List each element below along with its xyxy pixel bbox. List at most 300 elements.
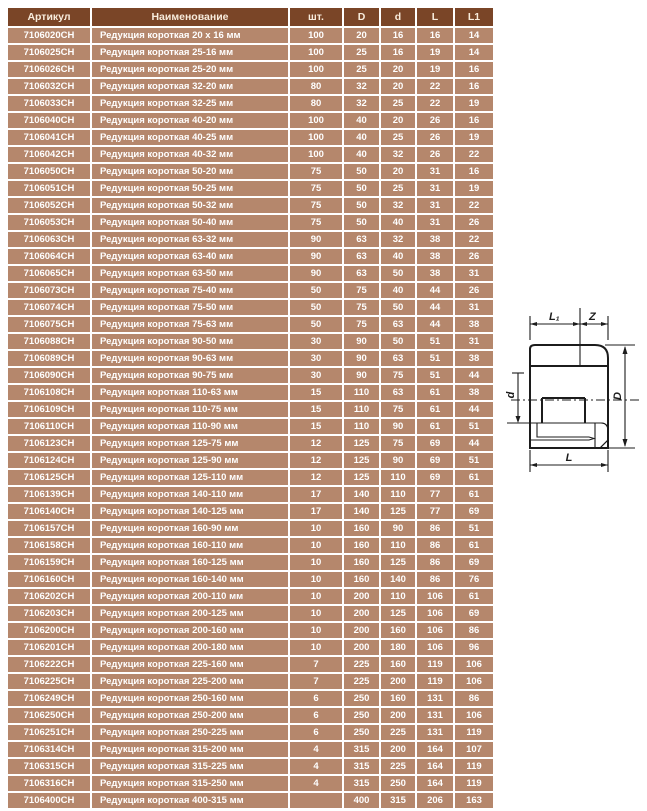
cell-D: 40 xyxy=(344,113,379,128)
cell-L: 106 xyxy=(417,623,453,638)
cell-article: 7106065CH xyxy=(8,266,90,281)
header-row xyxy=(8,8,493,26)
cell-L: 61 xyxy=(417,419,453,434)
label-d-big: D xyxy=(612,392,624,400)
cell-d: 315 xyxy=(381,793,415,808)
cell-qty: 30 xyxy=(290,334,342,349)
cell-L1: 31 xyxy=(455,266,493,281)
cell-qty: 80 xyxy=(290,96,342,111)
cell-D: 110 xyxy=(344,419,379,434)
cell-qty: 6 xyxy=(290,725,342,740)
cell-name: Редукция короткая 90-75 мм xyxy=(92,368,288,383)
cell-D: 125 xyxy=(344,453,379,468)
cell-name: Редукция короткая 32-25 мм xyxy=(92,96,288,111)
dim-d-small xyxy=(505,373,537,423)
cell-qty: 100 xyxy=(290,113,342,128)
cell-d: 25 xyxy=(381,130,415,145)
cell-d: 200 xyxy=(381,742,415,757)
table-row xyxy=(8,368,493,383)
cell-article: 7106200CH xyxy=(8,623,90,638)
cell-L: 44 xyxy=(417,283,453,298)
cell-L1: 19 xyxy=(455,96,493,111)
cell-L: 164 xyxy=(417,776,453,791)
cell-d: 20 xyxy=(381,113,415,128)
col-header-d: d xyxy=(381,8,415,26)
cell-name: Редукция короткая 225-160 мм xyxy=(92,657,288,672)
cell-L1: 31 xyxy=(455,300,493,315)
cell-d: 160 xyxy=(381,623,415,638)
cell-article: 7106158CH xyxy=(8,538,90,553)
table-row xyxy=(8,657,493,672)
cell-L: 38 xyxy=(417,249,453,264)
cell-D: 315 xyxy=(344,776,379,791)
cell-d: 160 xyxy=(381,657,415,672)
cell-d: 16 xyxy=(381,45,415,60)
table-row xyxy=(8,725,493,740)
cell-qty: 15 xyxy=(290,419,342,434)
cell-d: 40 xyxy=(381,283,415,298)
cell-article: 7106314CH xyxy=(8,742,90,757)
cell-article: 7106249CH xyxy=(8,691,90,706)
cell-d: 250 xyxy=(381,776,415,791)
cell-name: Редукция короткая 315-200 мм xyxy=(92,742,288,757)
table-body xyxy=(8,28,493,808)
cell-d: 75 xyxy=(381,436,415,451)
cell-qty: 75 xyxy=(290,215,342,230)
label-z: Z xyxy=(589,311,596,323)
cell-D: 225 xyxy=(344,674,379,689)
cell-L: 22 xyxy=(417,79,453,94)
cell-article: 7106073CH xyxy=(8,283,90,298)
cell-L1: 38 xyxy=(455,385,493,400)
cell-D: 160 xyxy=(344,538,379,553)
cell-qty: 10 xyxy=(290,572,342,587)
cell-L: 38 xyxy=(417,266,453,281)
cell-name: Редукция короткая 40-20 мм xyxy=(92,113,288,128)
cell-L1: 86 xyxy=(455,623,493,638)
cell-qty: 15 xyxy=(290,402,342,417)
cell-d: 63 xyxy=(381,385,415,400)
cell-article: 7106025CH xyxy=(8,45,90,60)
table-row xyxy=(8,691,493,706)
cell-L1: 16 xyxy=(455,113,493,128)
table-row xyxy=(8,640,493,655)
cell-L: 26 xyxy=(417,113,453,128)
cell-L1: 106 xyxy=(455,674,493,689)
col-header-name: Наименование xyxy=(92,8,288,26)
cell-name: Редукция короткая 160-125 мм xyxy=(92,555,288,570)
cell-D: 315 xyxy=(344,742,379,757)
cell-d: 75 xyxy=(381,402,415,417)
cell-article: 7106123CH xyxy=(8,436,90,451)
cell-d: 50 xyxy=(381,300,415,315)
cell-article: 7106225CH xyxy=(8,674,90,689)
cell-L1: 16 xyxy=(455,62,493,77)
cell-name: Редукция короткая 90-50 мм xyxy=(92,334,288,349)
section-hatch xyxy=(530,423,608,448)
cell-article: 7106053CH xyxy=(8,215,90,230)
cell-L1: 31 xyxy=(455,334,493,349)
cell-name: Редукция короткая 315-250 мм xyxy=(92,776,288,791)
cell-d: 90 xyxy=(381,453,415,468)
cell-name: Редукция короткая 200-125 мм xyxy=(92,606,288,621)
table-row xyxy=(8,385,493,400)
table-row xyxy=(8,521,493,536)
cell-L: 119 xyxy=(417,657,453,672)
cell-qty: 75 xyxy=(290,198,342,213)
cell-L1: 86 xyxy=(455,691,493,706)
cell-L1: 61 xyxy=(455,589,493,604)
table-row xyxy=(8,487,493,502)
cell-d: 20 xyxy=(381,164,415,179)
cell-D: 250 xyxy=(344,725,379,740)
cell-qty: 10 xyxy=(290,555,342,570)
cell-qty: 10 xyxy=(290,640,342,655)
cell-name: Редукция короткая 315-225 мм xyxy=(92,759,288,774)
cell-L: 51 xyxy=(417,368,453,383)
cell-L: 51 xyxy=(417,334,453,349)
cell-name: Редукция короткая 160-90 мм xyxy=(92,521,288,536)
cell-article: 7106140CH xyxy=(8,504,90,519)
cell-D: 32 xyxy=(344,79,379,94)
table-row xyxy=(8,470,493,485)
cell-qty: 10 xyxy=(290,538,342,553)
cell-D: 63 xyxy=(344,249,379,264)
cell-L1: 69 xyxy=(455,555,493,570)
cell-L1: 61 xyxy=(455,487,493,502)
cell-article: 7106202CH xyxy=(8,589,90,604)
cell-name: Редукция короткая 40-25 мм xyxy=(92,130,288,145)
cell-name: Редукция короткая 140-110 мм xyxy=(92,487,288,502)
table-row xyxy=(8,147,493,162)
cell-qty: 17 xyxy=(290,504,342,519)
cell-name: Редукция короткая 32-20 мм xyxy=(92,79,288,94)
cell-L1: 106 xyxy=(455,657,493,672)
cell-D: 160 xyxy=(344,521,379,536)
cell-L: 19 xyxy=(417,45,453,60)
cell-L: 44 xyxy=(417,317,453,332)
cell-L1: 22 xyxy=(455,232,493,247)
cell-D: 25 xyxy=(344,45,379,60)
cell-D: 63 xyxy=(344,266,379,281)
cell-L: 44 xyxy=(417,300,453,315)
cell-name: Редукция короткая 250-200 мм xyxy=(92,708,288,723)
cell-qty: 10 xyxy=(290,623,342,638)
cell-name: Редукция короткая 63-50 мм xyxy=(92,266,288,281)
cell-name: Редукция короткая 20 х 16 мм xyxy=(92,28,288,43)
cell-d: 125 xyxy=(381,504,415,519)
cell-L: 164 xyxy=(417,742,453,757)
cell-article: 7106033CH xyxy=(8,96,90,111)
cell-name: Редукция короткая 75-50 мм xyxy=(92,300,288,315)
cell-name: Редукция короткая 75-40 мм xyxy=(92,283,288,298)
cell-name: Редукция короткая 110-75 мм xyxy=(92,402,288,417)
col-header-L1: L1 xyxy=(455,8,493,26)
cell-article: 7106064CH xyxy=(8,249,90,264)
cell-d: 32 xyxy=(381,232,415,247)
cell-L: 77 xyxy=(417,504,453,519)
cell-L1: 26 xyxy=(455,283,493,298)
product-table xyxy=(6,6,495,810)
cell-L: 106 xyxy=(417,589,453,604)
table-row xyxy=(8,402,493,417)
table-row xyxy=(8,793,493,808)
cell-L1: 38 xyxy=(455,351,493,366)
cell-L1: 51 xyxy=(455,521,493,536)
col-header-qty: шт. xyxy=(290,8,342,26)
cell-L: 19 xyxy=(417,62,453,77)
table-row xyxy=(8,555,493,570)
cell-article: 7106088CH xyxy=(8,334,90,349)
cell-name: Редукция короткая 200-180 мм xyxy=(92,640,288,655)
cell-qty: 12 xyxy=(290,470,342,485)
cell-L: 69 xyxy=(417,470,453,485)
cell-D: 40 xyxy=(344,147,379,162)
cell-D: 90 xyxy=(344,368,379,383)
dim-l xyxy=(530,450,608,472)
cell-D: 90 xyxy=(344,351,379,366)
cell-L1: 76 xyxy=(455,572,493,587)
cell-L: 106 xyxy=(417,640,453,655)
cell-D: 90 xyxy=(344,334,379,349)
cell-article: 7106051CH xyxy=(8,181,90,196)
table-row xyxy=(8,334,493,349)
cell-d: 225 xyxy=(381,725,415,740)
cell-d: 32 xyxy=(381,147,415,162)
cell-qty: 90 xyxy=(290,232,342,247)
cell-article: 7106042CH xyxy=(8,147,90,162)
cell-d: 20 xyxy=(381,79,415,94)
table-row xyxy=(8,351,493,366)
cell-article: 7106315CH xyxy=(8,759,90,774)
cell-name: Редукция короткая 125-90 мм xyxy=(92,453,288,468)
cell-d: 125 xyxy=(381,555,415,570)
cell-D: 250 xyxy=(344,708,379,723)
cell-name: Редукция короткая 40-32 мм xyxy=(92,147,288,162)
cell-d: 110 xyxy=(381,538,415,553)
cell-d: 50 xyxy=(381,334,415,349)
table-row xyxy=(8,538,493,553)
cell-D: 160 xyxy=(344,555,379,570)
cell-D: 32 xyxy=(344,96,379,111)
table-row xyxy=(8,79,493,94)
cell-qty: 15 xyxy=(290,385,342,400)
cell-L: 77 xyxy=(417,487,453,502)
cell-article: 7106222CH xyxy=(8,657,90,672)
cell-L1: 107 xyxy=(455,742,493,757)
cell-D: 125 xyxy=(344,436,379,451)
cell-L: 86 xyxy=(417,538,453,553)
cell-L: 38 xyxy=(417,232,453,247)
cell-qty: 17 xyxy=(290,487,342,502)
table-row xyxy=(8,164,493,179)
cell-D: 200 xyxy=(344,606,379,621)
cell-L1: 106 xyxy=(455,708,493,723)
label-l: L xyxy=(565,452,573,464)
cell-L1: 119 xyxy=(455,776,493,791)
cell-L1: 14 xyxy=(455,28,493,43)
cell-qty: 50 xyxy=(290,300,342,315)
table-row xyxy=(8,453,493,468)
cell-qty: 4 xyxy=(290,759,342,774)
cell-D: 400 xyxy=(344,793,379,808)
table-row xyxy=(8,198,493,213)
table-row xyxy=(8,436,493,451)
col-header-L: L xyxy=(417,8,453,26)
cell-qty: 10 xyxy=(290,606,342,621)
cell-d: 20 xyxy=(381,62,415,77)
cell-D: 140 xyxy=(344,487,379,502)
cell-qty: 90 xyxy=(290,249,342,264)
cell-L: 131 xyxy=(417,725,453,740)
table-row xyxy=(8,130,493,145)
table-row xyxy=(8,419,493,434)
cell-article: 7106125CH xyxy=(8,470,90,485)
cell-d: 25 xyxy=(381,181,415,196)
table-row xyxy=(8,232,493,247)
cell-qty: 10 xyxy=(290,521,342,536)
cell-L1: 69 xyxy=(455,606,493,621)
cell-qty: 7 xyxy=(290,657,342,672)
cell-d: 63 xyxy=(381,317,415,332)
table-row xyxy=(8,589,493,604)
cell-d: 63 xyxy=(381,351,415,366)
cell-d: 110 xyxy=(381,487,415,502)
col-header-D: D xyxy=(344,8,379,26)
cell-qty: 100 xyxy=(290,45,342,60)
cell-article: 7106110CH xyxy=(8,419,90,434)
cell-qty: 75 xyxy=(290,164,342,179)
cell-article: 7106020CH xyxy=(8,28,90,43)
cell-L: 86 xyxy=(417,572,453,587)
cell-L: 22 xyxy=(417,96,453,111)
cell-L1: 69 xyxy=(455,504,493,519)
cell-L1: 22 xyxy=(455,147,493,162)
cell-L: 31 xyxy=(417,164,453,179)
cell-D: 75 xyxy=(344,283,379,298)
cell-d: 16 xyxy=(381,28,415,43)
cell-name: Редукция короткая 140-125 мм xyxy=(92,504,288,519)
cell-name: Редукция короткая 90-63 мм xyxy=(92,351,288,366)
cell-name: Редукция короткая 63-40 мм xyxy=(92,249,288,264)
cell-D: 140 xyxy=(344,504,379,519)
cell-name: Редукция короткая 250-160 мм xyxy=(92,691,288,706)
cell-d: 90 xyxy=(381,419,415,434)
cell-D: 200 xyxy=(344,640,379,655)
cell-D: 250 xyxy=(344,691,379,706)
cell-article: 7106050CH xyxy=(8,164,90,179)
cell-qty: 7 xyxy=(290,674,342,689)
cell-qty: 12 xyxy=(290,453,342,468)
table-row xyxy=(8,28,493,43)
cell-qty xyxy=(290,793,342,808)
cell-article: 7106052CH xyxy=(8,198,90,213)
cell-L1: 51 xyxy=(455,453,493,468)
cell-name: Редукция короткая 125-110 мм xyxy=(92,470,288,485)
table-row xyxy=(8,776,493,791)
table-row xyxy=(8,300,493,315)
table-row xyxy=(8,96,493,111)
cell-name: Редукция короткая 160-110 мм xyxy=(92,538,288,553)
cell-name: Редукция короткая 400-315 мм xyxy=(92,793,288,808)
cell-qty: 100 xyxy=(290,147,342,162)
cell-article: 7106124CH xyxy=(8,453,90,468)
cell-article: 7106074CH xyxy=(8,300,90,315)
cell-name: Редукция короткая 25-20 мм xyxy=(92,62,288,77)
cell-L1: 61 xyxy=(455,470,493,485)
cell-qty: 4 xyxy=(290,742,342,757)
cell-name: Редукция короткая 110-90 мм xyxy=(92,419,288,434)
cell-D: 200 xyxy=(344,589,379,604)
cell-D: 50 xyxy=(344,181,379,196)
table-row xyxy=(8,215,493,230)
cell-article: 7106160CH xyxy=(8,572,90,587)
cell-D: 125 xyxy=(344,470,379,485)
cell-article: 7106089CH xyxy=(8,351,90,366)
cell-L1: 163 xyxy=(455,793,493,808)
cell-L1: 61 xyxy=(455,538,493,553)
cell-L1: 14 xyxy=(455,45,493,60)
cell-L1: 19 xyxy=(455,130,493,145)
cell-D: 110 xyxy=(344,402,379,417)
reducer-diagram xyxy=(505,288,645,483)
cell-L: 119 xyxy=(417,674,453,689)
cell-article: 7106041CH xyxy=(8,130,90,145)
table-row xyxy=(8,266,493,281)
cell-qty: 100 xyxy=(290,28,342,43)
cell-D: 50 xyxy=(344,164,379,179)
cell-L: 51 xyxy=(417,351,453,366)
cell-qty: 90 xyxy=(290,266,342,281)
cell-d: 110 xyxy=(381,470,415,485)
cell-qty: 12 xyxy=(290,436,342,451)
cell-L: 16 xyxy=(417,28,453,43)
cell-qty: 50 xyxy=(290,283,342,298)
cell-name: Редукция короткая 160-140 мм xyxy=(92,572,288,587)
cell-D: 75 xyxy=(344,300,379,315)
cell-L: 86 xyxy=(417,555,453,570)
cell-L: 131 xyxy=(417,708,453,723)
cell-name: Редукция короткая 50-25 мм xyxy=(92,181,288,196)
cell-L: 31 xyxy=(417,215,453,230)
label-l1: L₁ xyxy=(549,311,560,323)
cell-L1: 44 xyxy=(455,368,493,383)
cell-qty: 50 xyxy=(290,317,342,332)
cell-D: 315 xyxy=(344,759,379,774)
cell-article: 7106032CH xyxy=(8,79,90,94)
table-row xyxy=(8,674,493,689)
cell-d: 180 xyxy=(381,640,415,655)
cell-d: 40 xyxy=(381,215,415,230)
cell-d: 90 xyxy=(381,521,415,536)
cell-L1: 38 xyxy=(455,317,493,332)
cell-L: 106 xyxy=(417,606,453,621)
label-d-small: d xyxy=(505,391,517,399)
table-row xyxy=(8,742,493,757)
cell-L1: 51 xyxy=(455,419,493,434)
cell-name: Редукция короткая 50-32 мм xyxy=(92,198,288,213)
cell-d: 40 xyxy=(381,249,415,264)
table-row xyxy=(8,45,493,60)
cell-D: 63 xyxy=(344,232,379,247)
cell-article: 7106139CH xyxy=(8,487,90,502)
cell-name: Редукция короткая 200-110 мм xyxy=(92,589,288,604)
cell-qty: 30 xyxy=(290,351,342,366)
cell-L1: 22 xyxy=(455,198,493,213)
cell-name: Редукция короткая 125-75 мм xyxy=(92,436,288,451)
table-row xyxy=(8,572,493,587)
cell-L1: 44 xyxy=(455,436,493,451)
